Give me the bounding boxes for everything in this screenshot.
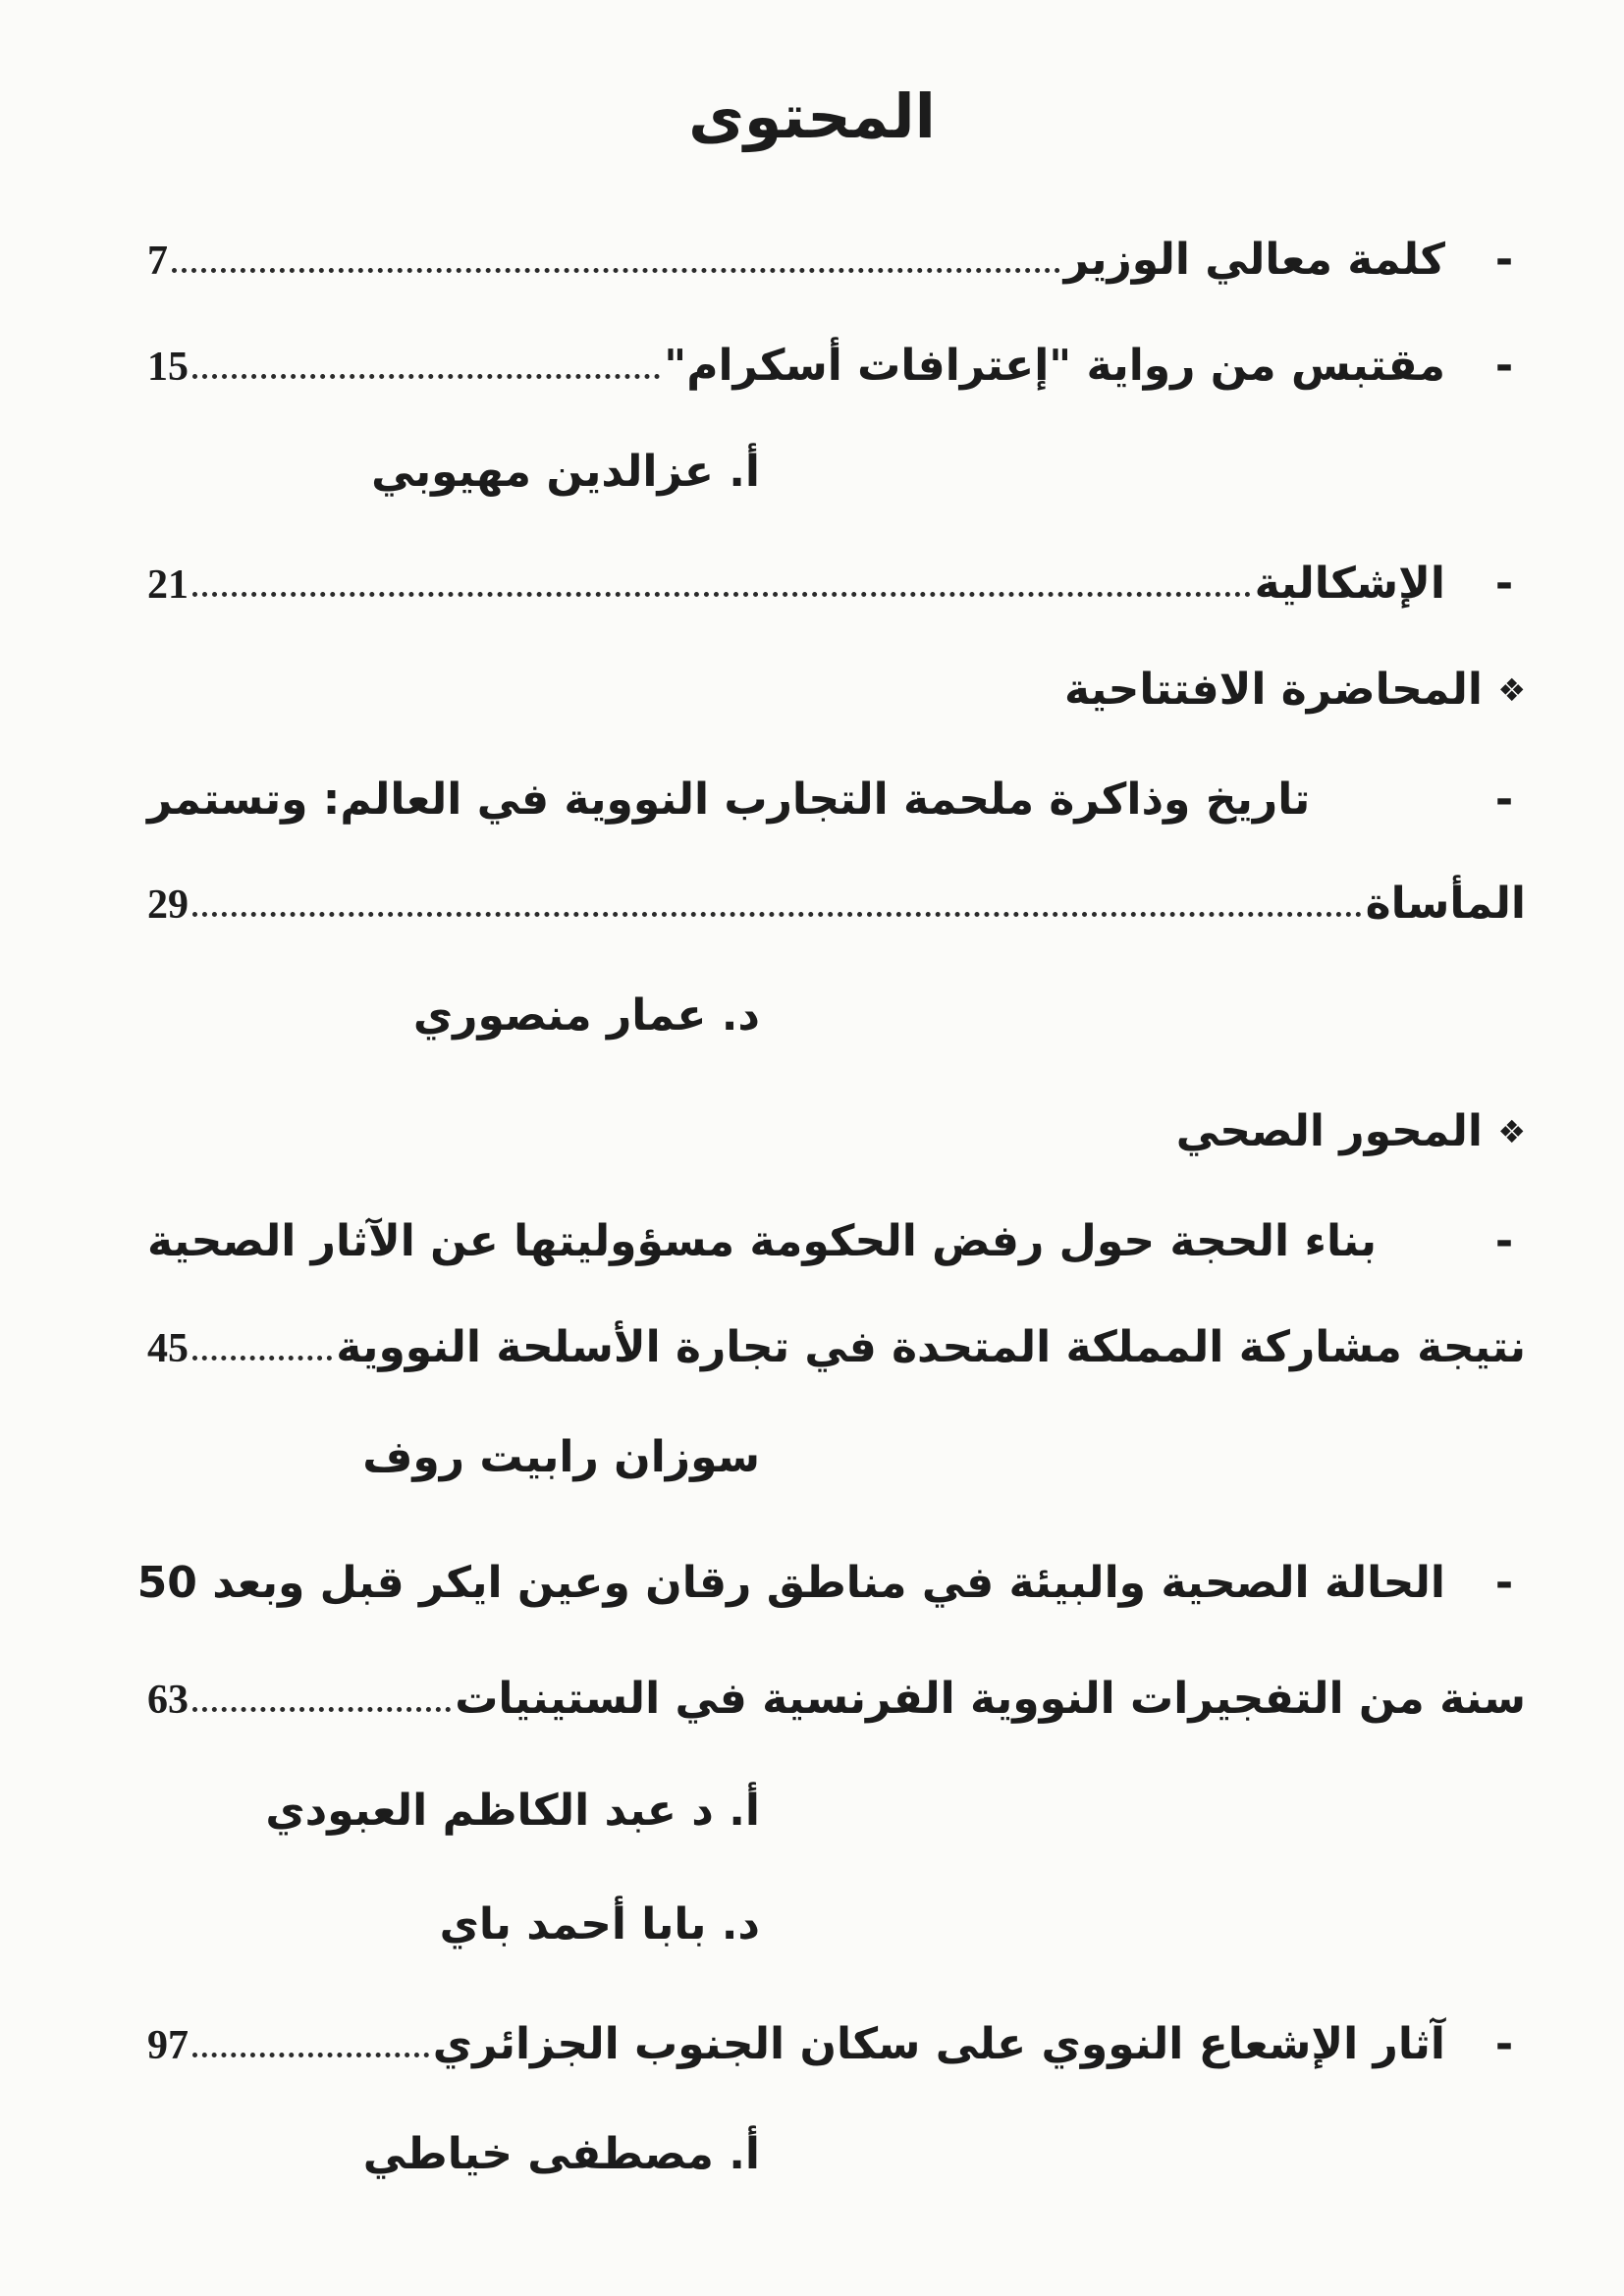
- page-number: 97: [147, 2023, 189, 2068]
- toc-entry: [147, 206, 1526, 285]
- toc-entry: [147, 312, 1526, 391]
- toc-entry: [147, 530, 1526, 609]
- entry-title: مقتبس من رواية "إعترافات أسكرام": [664, 341, 1445, 391]
- entry-title: الإشكالية: [1254, 559, 1445, 609]
- toc-entry: [147, 1188, 1526, 1266]
- page-number: 63: [147, 1678, 189, 1723]
- page-number: 21: [147, 562, 189, 608]
- page-number: 7: [147, 239, 168, 284]
- entry-title-line1: بناء الحجة حول رفض الحكومة مسؤوليتها عن الآثار الصحية: [147, 1216, 1377, 1266]
- entry-title: آثار الإشعاع النووي على سكان الجنوب الجزائري: [432, 2019, 1445, 2069]
- entry-title-line2: سنة من التفجيرات النووية الفرنسية في الستينيات: [455, 1674, 1526, 1724]
- entry-author: أ. مصطفى خياطي: [362, 2129, 760, 2179]
- page-number: 45: [147, 1326, 189, 1371]
- entry-title-line1: تاريخ وذاكرة ملحمة التجارب النووية في العالم: وتستمر: [147, 774, 1311, 825]
- dot-leader: [192, 591, 1251, 597]
- entry-dash: -: [1494, 235, 1514, 285]
- entry-title: كلمة معالي الوزير: [1063, 235, 1445, 285]
- dot-leader: [192, 1355, 332, 1361]
- diamond-bullet-icon: ❖: [1497, 671, 1526, 709]
- section-title: المحور الصحي: [1175, 1106, 1483, 1156]
- toc-entry: [136, 1529, 1526, 1608]
- toc-entry: [147, 1991, 1526, 2069]
- diamond-bullet-icon: ❖: [1497, 1113, 1526, 1150]
- section-title: المحاضرة الافتتاحية: [1064, 665, 1483, 715]
- entry-author: أ. د عبد الكاظم العبودي: [265, 1786, 760, 1836]
- entry-author: د. بابا أحمد باي: [439, 1899, 760, 1949]
- toc-entry-continued: [147, 1645, 1526, 1724]
- entry-dash: -: [1494, 559, 1514, 609]
- dot-leader: [172, 267, 1060, 273]
- toc-entry: [147, 746, 1526, 825]
- page-title: المحتوى: [688, 80, 936, 152]
- entry-title-line2: نتيجة مشاركة المملكة المتحدة في تجارة الأسلحة النووية: [336, 1322, 1526, 1372]
- dot-leader: [192, 2052, 429, 2057]
- entry-dash: -: [1494, 1216, 1514, 1266]
- entry-author: د. عمار منصوري: [412, 990, 760, 1041]
- page-number: 29: [147, 882, 189, 928]
- toc-entry-continued: [147, 850, 1526, 929]
- entry-author: سوزان رابيت روف: [362, 1432, 760, 1482]
- page-number: 15: [147, 345, 189, 390]
- entry-dash: -: [1494, 1558, 1514, 1608]
- toc-section-heading: [147, 1078, 1526, 1156]
- entry-dash: -: [1494, 341, 1514, 391]
- entry-author: أ. عزالدين مهيوبي: [371, 447, 760, 497]
- entry-title-line1: الحالة الصحية والبيئة في مناطق رقان وعين ايكر قبل وبعد 50: [136, 1558, 1445, 1608]
- entry-title-line2: المأساة: [1365, 879, 1526, 929]
- dot-leader: [192, 373, 660, 379]
- toc-section-heading: [147, 636, 1526, 715]
- dot-leader: [192, 1706, 451, 1712]
- entry-dash: -: [1494, 2019, 1514, 2069]
- toc-entry-continued: [147, 1294, 1526, 1372]
- dot-leader: [192, 911, 1362, 917]
- entry-dash: -: [1494, 774, 1514, 825]
